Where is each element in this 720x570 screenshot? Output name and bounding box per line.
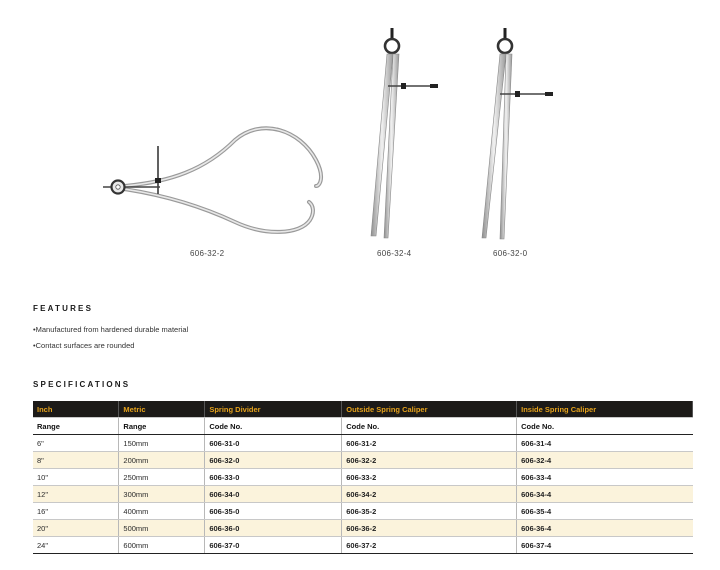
- outside-caliper-code: 606-31-2: [342, 435, 517, 452]
- inch-cell: 8": [33, 452, 119, 469]
- metric-cell: 250mm: [119, 469, 205, 486]
- inch-cell: 20": [33, 520, 119, 537]
- spring-divider-code: 606-33-0: [205, 469, 342, 486]
- product-code-caption: 606-32-0: [493, 249, 528, 258]
- column-header: Inch: [33, 401, 119, 418]
- features-list: [33, 325, 188, 357]
- column-subheader: Code No.: [205, 418, 342, 435]
- inside-caliper-code: 606-36-4: [517, 520, 693, 537]
- outside-caliper-code: 606-33-2: [342, 469, 517, 486]
- table-row: [33, 503, 693, 520]
- inch-cell: 6": [33, 435, 119, 452]
- specifications-table: [33, 401, 693, 554]
- inch-cell: 16": [33, 503, 119, 520]
- column-subheader: Code No.: [517, 418, 693, 435]
- spring-divider-code: 606-35-0: [205, 503, 342, 520]
- feature-item: • Manufactured from hardened durable material: [33, 325, 188, 341]
- table-row: [33, 520, 693, 537]
- table-row: [33, 435, 693, 452]
- spring-divider-code: 606-34-0: [205, 486, 342, 503]
- inside-caliper-code: 606-37-4: [517, 537, 693, 554]
- spring-divider-code: 606-31-0: [205, 435, 342, 452]
- inside-caliper-code: 606-31-4: [517, 435, 693, 452]
- table-subheader-row: [33, 418, 693, 435]
- metric-cell: 200mm: [119, 452, 205, 469]
- column-header: Inside Spring Caliper: [517, 401, 693, 418]
- metric-cell: 400mm: [119, 503, 205, 520]
- outside-caliper-code: 606-37-2: [342, 537, 517, 554]
- spring-divider-code: 606-37-0: [205, 537, 342, 554]
- inside-caliper-code: 606-35-4: [517, 503, 693, 520]
- outside-caliper-code: 606-32-2: [342, 452, 517, 469]
- metric-cell: 500mm: [119, 520, 205, 537]
- divider-image-b: [482, 28, 553, 239]
- inch-cell: 10": [33, 469, 119, 486]
- column-header: Outside Spring Caliper: [342, 401, 517, 418]
- specifications-heading: SPECIFICATIONS: [33, 380, 131, 389]
- outside-caliper-code: 606-34-2: [342, 486, 517, 503]
- inch-cell: 12": [33, 486, 119, 503]
- spring-divider-code: 606-36-0: [205, 520, 342, 537]
- table-row: [33, 486, 693, 503]
- column-header: Metric: [119, 401, 205, 418]
- column-subheader: Range: [119, 418, 205, 435]
- inside-caliper-code: 606-34-4: [517, 486, 693, 503]
- metric-cell: 600mm: [119, 537, 205, 554]
- table-row: [33, 537, 693, 554]
- metric-cell: 150mm: [119, 435, 205, 452]
- outside-caliper-code: 606-36-2: [342, 520, 517, 537]
- metric-cell: 300mm: [119, 486, 205, 503]
- features-heading: FEATURES: [33, 304, 94, 313]
- inch-cell: 24": [33, 537, 119, 554]
- table-row: [33, 469, 693, 486]
- feature-item: • Contact surfaces are rounded: [33, 341, 188, 357]
- column-header: Spring Divider: [205, 401, 342, 418]
- table-header-row: [33, 401, 693, 418]
- inside-caliper-code: 606-33-4: [517, 469, 693, 486]
- product-illustrations: [0, 0, 720, 270]
- product-code-caption: 606-32-2: [190, 249, 225, 258]
- table-row: [33, 452, 693, 469]
- divider-image-a: [371, 28, 438, 238]
- column-subheader: Code No.: [342, 418, 517, 435]
- inside-caliper-code: 606-32-4: [517, 452, 693, 469]
- outside-spring-caliper-image: [103, 128, 321, 232]
- outside-caliper-code: 606-35-2: [342, 503, 517, 520]
- product-code-caption: 606-32-4: [377, 249, 412, 258]
- spring-divider-code: 606-32-0: [205, 452, 342, 469]
- column-subheader: Range: [33, 418, 119, 435]
